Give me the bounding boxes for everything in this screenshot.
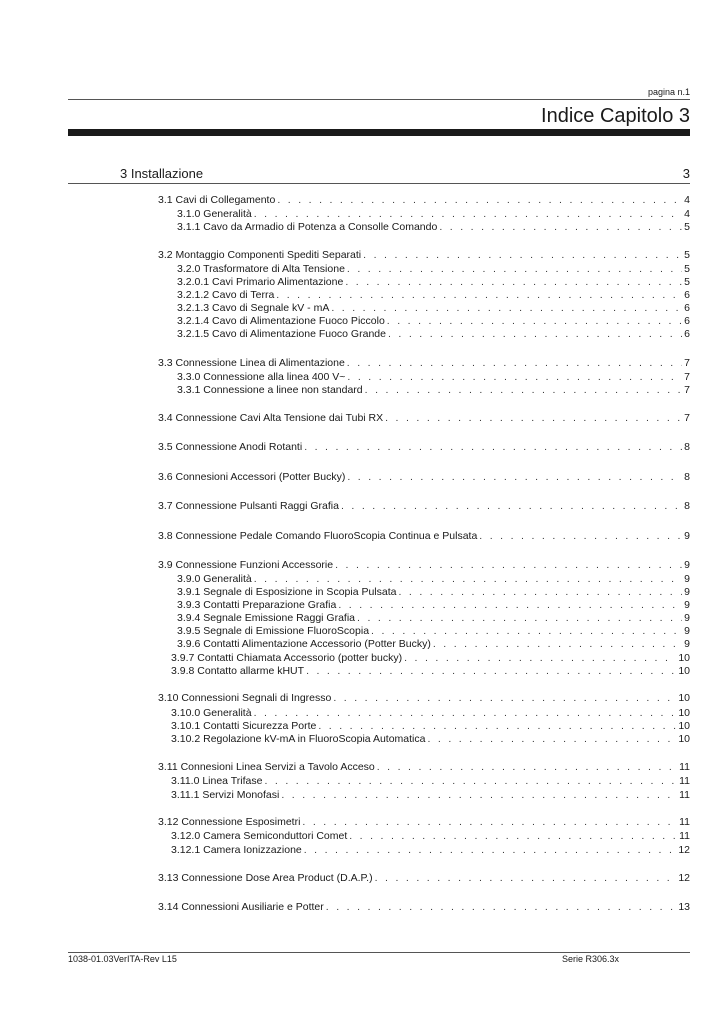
toc-entry[interactable] <box>177 371 690 384</box>
toc-entry-page: 10 <box>678 733 690 745</box>
toc-entry-label: 3.3.1 Connessione a linee non standard <box>177 384 363 396</box>
toc-entry[interactable] <box>177 208 690 221</box>
toc-entry-page: 4 <box>684 194 690 206</box>
footer-doc-code: 1038-01.03VerITA-Rev L15 <box>68 954 177 964</box>
toc-leader <box>387 315 682 328</box>
toc-entry-page: 9 <box>684 573 690 585</box>
toc-entry-page: 10 <box>678 665 690 677</box>
toc-entry-label: 3.9.5 Segnale di Emissione FluoroScopia <box>177 625 370 637</box>
toc-entry-label: 3.14 Connessioni Ausiliarie e Potter <box>158 901 324 913</box>
toc-entry[interactable] <box>158 441 690 454</box>
toc-entry-page: 11 <box>679 816 690 828</box>
toc-entry-page: 10 <box>678 652 690 664</box>
toc-entry[interactable] <box>177 625 690 638</box>
toc-leader <box>276 289 682 302</box>
toc-leader <box>347 357 682 370</box>
chapter-rule <box>68 183 690 184</box>
toc-entry[interactable] <box>158 559 690 572</box>
toc-entry[interactable] <box>158 500 690 513</box>
toc-leader <box>318 720 676 733</box>
toc-entry[interactable] <box>177 599 690 612</box>
toc-entry-page: 9 <box>684 612 690 624</box>
toc-entry-page: 11 <box>679 789 690 801</box>
toc-entry[interactable] <box>158 412 690 425</box>
toc-leader <box>304 844 677 857</box>
toc-entry-label: 3.3.0 Connessione alla linea 400 V~ <box>177 371 346 383</box>
toc-entry-label: 3.9.0 Generalità <box>177 573 252 585</box>
toc-entry-label: 3.12.1 Camera Ionizzazione <box>171 844 302 856</box>
toc-leader <box>306 665 676 678</box>
toc-entry-page: 6 <box>684 315 690 327</box>
toc-entry[interactable] <box>177 302 690 315</box>
toc-leader <box>304 441 682 454</box>
toc-entry[interactable] <box>158 816 690 829</box>
toc-entry[interactable] <box>158 530 690 543</box>
toc-leader <box>365 384 683 397</box>
toc-entry[interactable] <box>171 789 690 802</box>
toc-entry-page: 7 <box>684 412 690 424</box>
toc-entry-page: 11 <box>679 830 690 842</box>
toc-leader <box>479 530 682 543</box>
title-bar <box>68 129 690 136</box>
toc-entry-page: 5 <box>684 221 690 233</box>
toc-entry[interactable] <box>171 707 690 720</box>
toc-entry-page: 7 <box>684 357 690 369</box>
header-rule <box>68 99 690 100</box>
toc-entry[interactable] <box>158 249 690 262</box>
toc-entry[interactable] <box>171 830 690 843</box>
toc-leader <box>363 249 682 262</box>
toc-entry[interactable] <box>158 761 690 774</box>
toc-entry-label: 3.2.0 Trasformatore di Alta Tensione <box>177 263 345 275</box>
toc-leader <box>254 707 677 720</box>
toc-entry-label: 3.9.3 Contatti Preparazione Grafia <box>177 599 337 611</box>
toc-leader <box>254 573 682 586</box>
toc-entry-page: 8 <box>684 441 690 453</box>
toc-entry[interactable] <box>158 901 690 914</box>
toc-entry-label: 3.9.4 Segnale Emissione Raggi Grafia <box>177 612 356 624</box>
toc-entry-label: 3.10.2 Regolazione kV-mA in FluoroScopia Automatica <box>171 733 426 745</box>
toc-entry-label: 3.2.1.3 Cavo di Segnale kV - mA <box>177 302 330 314</box>
toc-entry[interactable] <box>177 289 690 302</box>
page-number: pagina n.1 <box>647 87 690 97</box>
toc-entry-label: 3.2.1.4 Cavo di Alimentazione Fuoco Piccolo <box>177 315 385 327</box>
toc-entry-page: 10 <box>678 720 690 732</box>
toc-entry[interactable] <box>158 872 690 885</box>
toc-entry-label: 3.8 Connessione Pedale Comando FluoroScopia Continua e Pulsata <box>158 530 478 542</box>
toc-leader <box>385 412 682 425</box>
toc-entry-label: 3.11.1 Servizi Monofasi <box>171 789 280 801</box>
toc-entry-label: 3.1 Cavi di Collegamento <box>158 194 276 206</box>
toc-leader <box>398 586 682 599</box>
toc-leader <box>281 789 677 802</box>
toc-leader <box>349 830 677 843</box>
toc-leader <box>375 872 677 885</box>
toc-entry[interactable] <box>171 733 690 746</box>
toc-entry-page: 10 <box>678 692 690 704</box>
toc-entry[interactable] <box>177 612 690 625</box>
toc-entry-page: 5 <box>684 276 690 288</box>
toc-entry-label: 3.2 Montaggio Componenti Spediti Separati <box>158 249 362 261</box>
toc-leader <box>433 638 682 651</box>
toc-entry-page: 5 <box>684 263 690 275</box>
toc-entry-page: 11 <box>679 775 690 787</box>
toc-entry-label: 3.2.1.5 Cavo di Alimentazione Fuoco Grande <box>177 328 386 340</box>
toc-entry[interactable] <box>177 586 690 599</box>
toc-entry[interactable] <box>158 357 690 370</box>
toc-entry[interactable] <box>177 328 690 341</box>
toc-entry[interactable] <box>177 638 690 651</box>
toc-entry[interactable] <box>177 276 690 289</box>
toc-leader <box>357 612 682 625</box>
toc-entry-label: 3.11 Connesioni Linea Servizi a Tavolo Acceso <box>158 761 375 773</box>
toc-entry-label: 3.6 Connesioni Accessori (Potter Bucky) <box>158 471 346 483</box>
chapter-heading[interactable] <box>120 166 690 182</box>
toc-entry-page: 10 <box>678 707 690 719</box>
toc-entry-label: 3.11.0 Linea Trifase <box>171 775 263 787</box>
toc-entry[interactable] <box>171 844 690 857</box>
toc-entry[interactable] <box>158 471 690 484</box>
toc-entry-page: 9 <box>684 625 690 637</box>
toc-entry-page: 6 <box>684 328 690 340</box>
toc-entry-label: 3.1.1 Cavo da Armadio di Potenza a Consolle Comando <box>177 221 438 233</box>
toc-leader <box>404 652 676 665</box>
toc-entry-page: 9 <box>684 586 690 598</box>
toc-leader <box>333 692 676 705</box>
toc-leader <box>254 208 682 221</box>
toc-entry-label: 3.13 Connessione Dose Area Product (D.A.P.) <box>158 872 373 884</box>
toc-leader <box>439 221 682 234</box>
toc-entry-page: 4 <box>684 208 690 220</box>
toc-entry-label: 3.9.8 Contatto allarme kHUT <box>171 665 305 677</box>
toc-entry-label: 3.12 Connessione Esposimetri <box>158 816 301 828</box>
toc-entry-label: 3.2.1.2 Cavo di Terra <box>177 289 275 301</box>
toc-entry-page: 9 <box>684 530 690 542</box>
toc-entry-label: 3.9.6 Contatti Alimentazione Accessorio (Potter Bucky) <box>177 638 431 650</box>
toc-entry-page: 7 <box>684 371 690 383</box>
toc-entry-label: 3.12.0 Camera Semiconduttori Comet <box>171 830 348 842</box>
toc-entry-label: 3.9.1 Segnale di Esposizione in Scopia Pulsata <box>177 586 397 598</box>
toc-entry-label: 3.7 Connessione Pulsanti Raggi Grafia <box>158 500 339 512</box>
toc-entry-label: 3.2.0.1 Cavi Primario Alimentazione <box>177 276 344 288</box>
toc-leader <box>347 263 682 276</box>
toc-entry-page: 6 <box>684 302 690 314</box>
toc-entry-page: 8 <box>684 471 690 483</box>
toc-entry-page: 9 <box>684 638 690 650</box>
toc-entry-label: 3.10.0 Generalità <box>171 707 252 719</box>
toc-entry-page: 12 <box>678 872 690 884</box>
toc-entry-page: 7 <box>684 384 690 396</box>
toc-entry-label: 3.5 Connessione Anodi Rotanti <box>158 441 303 453</box>
toc-leader <box>302 816 677 829</box>
toc-leader <box>331 302 682 315</box>
toc-entry-page: 9 <box>684 599 690 611</box>
footer-series: Serie R306.3x <box>562 954 620 964</box>
toc-leader <box>341 500 682 513</box>
toc-entry[interactable] <box>171 775 690 788</box>
toc-leader <box>377 761 677 774</box>
toc-entry-page: 5 <box>684 249 690 261</box>
toc-leader <box>388 328 682 341</box>
toc-entry[interactable] <box>171 665 690 678</box>
toc-entry[interactable] <box>177 315 690 328</box>
toc-entry[interactable] <box>158 194 690 207</box>
chapter-page: 3 <box>682 166 690 181</box>
chapter-label: 3 Installazione <box>120 166 204 181</box>
toc-leader <box>335 559 682 572</box>
toc-entry-page: 11 <box>679 761 690 773</box>
toc-leader <box>326 901 677 914</box>
toc-entry[interactable] <box>171 720 690 733</box>
toc-entry-label: 3.9 Connessione Funzioni Accessorie <box>158 559 334 571</box>
toc-leader <box>427 733 676 746</box>
toc-entry-label: 3.4 Connessione Cavi Alta Tensione dai Tubi RX <box>158 412 384 424</box>
toc-entry-page: 12 <box>678 844 690 856</box>
toc-leader <box>277 194 682 207</box>
toc-entry[interactable] <box>177 221 690 234</box>
toc-entry-label: 3.10 Connessioni Segnali di Ingresso <box>158 692 332 704</box>
toc-entry-label: 3.1.0 Generalità <box>177 208 252 220</box>
toc-entry[interactable] <box>177 263 690 276</box>
footer-rule <box>68 952 690 953</box>
toc-leader <box>264 775 677 788</box>
toc-entry-page: 8 <box>684 500 690 512</box>
toc-leader <box>345 276 682 289</box>
toc-entry[interactable] <box>177 384 690 397</box>
toc-entry-label: 3.9.7 Contatti Chiamata Accessorio (potter bucky) <box>171 652 403 664</box>
toc-entry-label: 3.10.1 Contatti Sicurezza Porte <box>171 720 317 732</box>
toc-leader <box>338 599 682 612</box>
toc-leader <box>347 471 682 484</box>
toc-entry[interactable] <box>158 692 690 705</box>
toc-leader <box>371 625 682 638</box>
toc-entry[interactable] <box>171 652 690 665</box>
toc-entry-page: 13 <box>678 901 690 913</box>
toc-entry-page: 9 <box>684 559 690 571</box>
toc-entry-label: 3.3 Connessione Linea di Alimentazione <box>158 357 345 369</box>
toc-entry[interactable] <box>177 573 690 586</box>
toc-entry-page: 6 <box>684 289 690 301</box>
toc-leader <box>347 371 682 384</box>
page-title: Indice Capitolo 3 <box>541 105 690 127</box>
